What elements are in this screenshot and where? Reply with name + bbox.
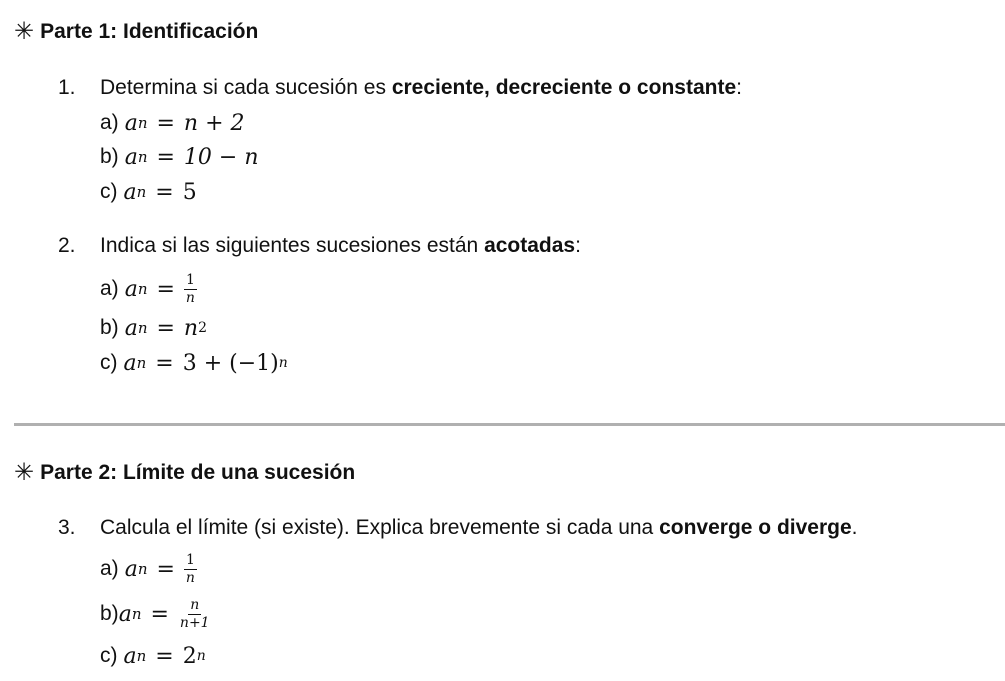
item-label: b) — [100, 602, 119, 625]
formula: a n = 2 n — [123, 643, 206, 669]
section-divider — [14, 423, 1005, 426]
item-label: a) — [100, 111, 119, 134]
question-suffix: : — [575, 234, 581, 257]
item-label: a) — [100, 557, 119, 580]
part-2-title: Parte 2: Límite de una sucesión — [40, 461, 356, 484]
fraction: $\frac{1}{n}$ — [185, 551, 195, 586]
question-suffix: : — [736, 76, 742, 99]
sequence-item — [100, 640, 206, 672]
question-1 — [58, 76, 742, 100]
formula-rhs: 10 − n — [183, 144, 259, 170]
question-text: Indica si las siguientes sucesiones están — [100, 234, 485, 257]
formula: a n = 5 — [123, 179, 197, 205]
sequence-item — [100, 141, 259, 173]
item-label: b) — [100, 145, 119, 168]
sequence-item — [100, 312, 207, 344]
fraction: $\frac{n}{n+1}$ — [179, 596, 210, 631]
question-bold-text: converge o diverge — [659, 516, 852, 539]
sequence-item — [100, 347, 288, 379]
question-2 — [58, 234, 581, 258]
formula: a n = n 2 — [124, 315, 208, 341]
asterisk-icon: ✳ — [14, 459, 35, 486]
sequence-item — [100, 270, 197, 308]
formula-rhs: n + 2 — [183, 110, 245, 136]
item-label: c) — [100, 180, 118, 203]
question-text: Calcula el límite (si existe). Explica brevemente si cada una — [100, 516, 660, 539]
part-2-heading — [14, 461, 355, 485]
formula: a n = $\frac{n}{n+1}$ — [118, 596, 210, 631]
question-suffix: . — [851, 516, 858, 539]
sequence-item — [100, 550, 197, 588]
formula: a n = n + 2 — [124, 110, 245, 136]
asterisk-icon: ✳ — [14, 18, 35, 45]
formula: a n = 10 − n — [124, 144, 259, 170]
question-number: 2. — [58, 234, 76, 257]
item-label: c) — [100, 351, 118, 374]
question-3 — [58, 516, 858, 540]
question-bold-text: acotadas — [484, 234, 576, 257]
formula: a n = 3 + (−1) n — [123, 350, 288, 376]
question-bold-text: creciente, decreciente o constante — [391, 76, 737, 99]
formula-rhs: 5 — [182, 179, 197, 205]
formula: a n = $\frac{1}{n}$ — [124, 551, 195, 586]
question-text: Determina si cada sucesión es — [100, 76, 392, 99]
part-1-heading — [14, 20, 258, 44]
item-label: a) — [100, 277, 119, 300]
sequence-item — [100, 107, 245, 139]
question-number: 1. — [58, 76, 76, 99]
item-label: b) — [100, 316, 119, 339]
fraction: $\frac{1}{n}$ — [185, 271, 195, 306]
sequence-item — [100, 592, 212, 636]
formula: a n = $\frac{1}{n}$ — [124, 271, 195, 306]
question-number: 3. — [58, 516, 76, 539]
part-1-title: Parte 1: Identificación — [40, 20, 259, 43]
sequence-item — [100, 176, 197, 208]
item-label: c) — [100, 644, 118, 667]
